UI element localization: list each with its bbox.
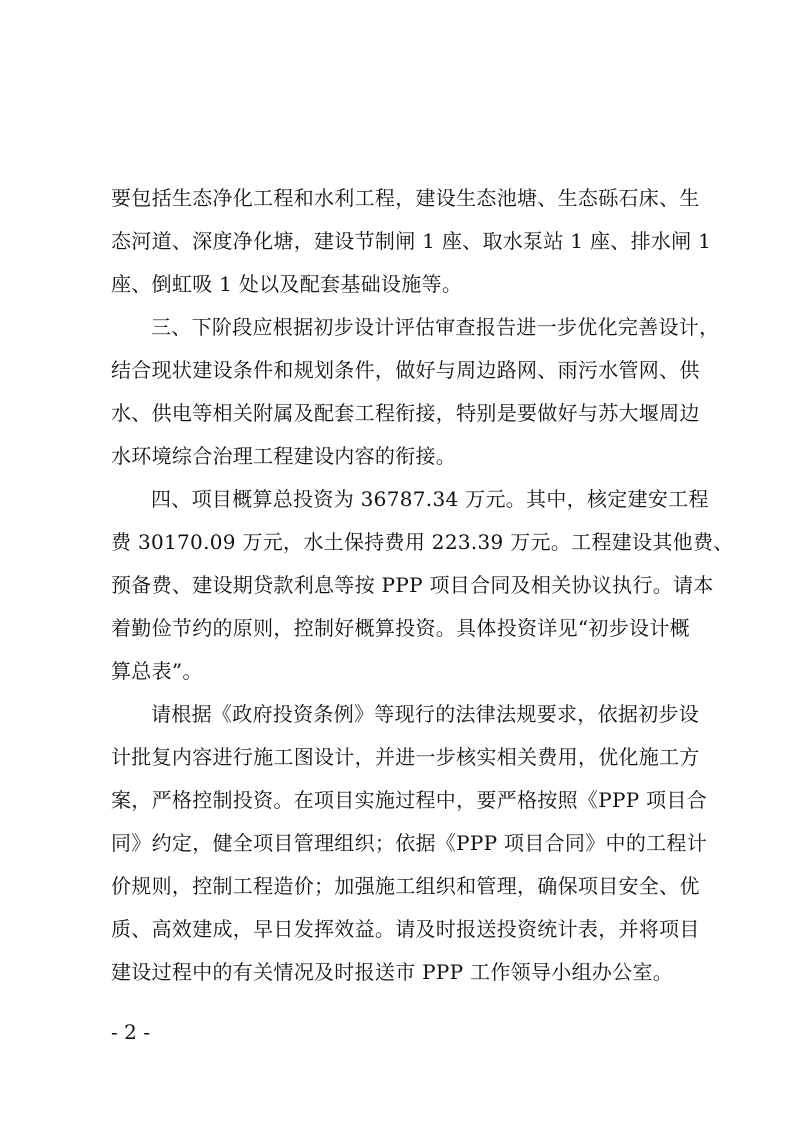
body-line: 座、倒虹吸 1 处以及配套基础设施等。 [111, 272, 463, 296]
body-line: 预备费、建设期贷款利息等按 PPP 项目合同及相关协议执行。请本 [111, 573, 714, 597]
body-line: 着勤俭节约的原则，控制好概算投资。具体投资详见“初步设计概 [111, 616, 690, 640]
body-line: 同》约定，健全项目管理组织；依据《PPP 项目合同》中的工程计 [111, 831, 708, 855]
body-line: 质、高效建成，早日发挥效益。请及时报送投资统计表，并将项目 [111, 917, 700, 941]
body-line: 水环境综合治理工程建设内容的衔接。 [111, 444, 457, 468]
body-line: 四、项目概算总投资为 36787.34 万元。其中，核定建安工程 [151, 487, 709, 511]
body-line: 建设过程中的有关情况及时报送市 PPP 工作领导小组办公室。 [111, 960, 674, 984]
body-line: 水、供电等相关附属及配套工程衔接，特别是要做好与苏大堰周边 [111, 401, 700, 425]
body-line: 请根据《政府投资条例》等现行的法律法规要求，依据初步设 [151, 702, 700, 726]
body-line: 要包括生态净化工程和水利工程，建设生态池塘、生态砾石床、生 [111, 186, 700, 210]
body-line: 价规则，控制工程造价；加强施工组织和管理，确保项目安全、优 [111, 874, 700, 898]
body-line: 三、下阶段应根据初步设计评估审查报告进一步优化完善设计， [151, 315, 720, 339]
body-line: 案，严格控制投资。在项目实施过程中，要严格按照《PPP 项目合 [111, 788, 708, 812]
body-line: 算总表”。 [111, 659, 203, 683]
page-number: - 2 - [111, 1020, 150, 1044]
body-line: 计批复内容进行施工图设计，并进一步核实相关费用，优化施工方 [111, 745, 700, 769]
body-line: 结合现状建设条件和规划条件，做好与周边路网、雨污水管网、供 [111, 358, 700, 382]
body-line: 态河道、深度净化塘，建设节制闸 1 座、取水泵站 1 座、排水闸 1 [111, 229, 712, 253]
body-line: 费 30170.09 万元，水土保持费用 223.39 万元。工程建设其他费、 [111, 530, 734, 554]
